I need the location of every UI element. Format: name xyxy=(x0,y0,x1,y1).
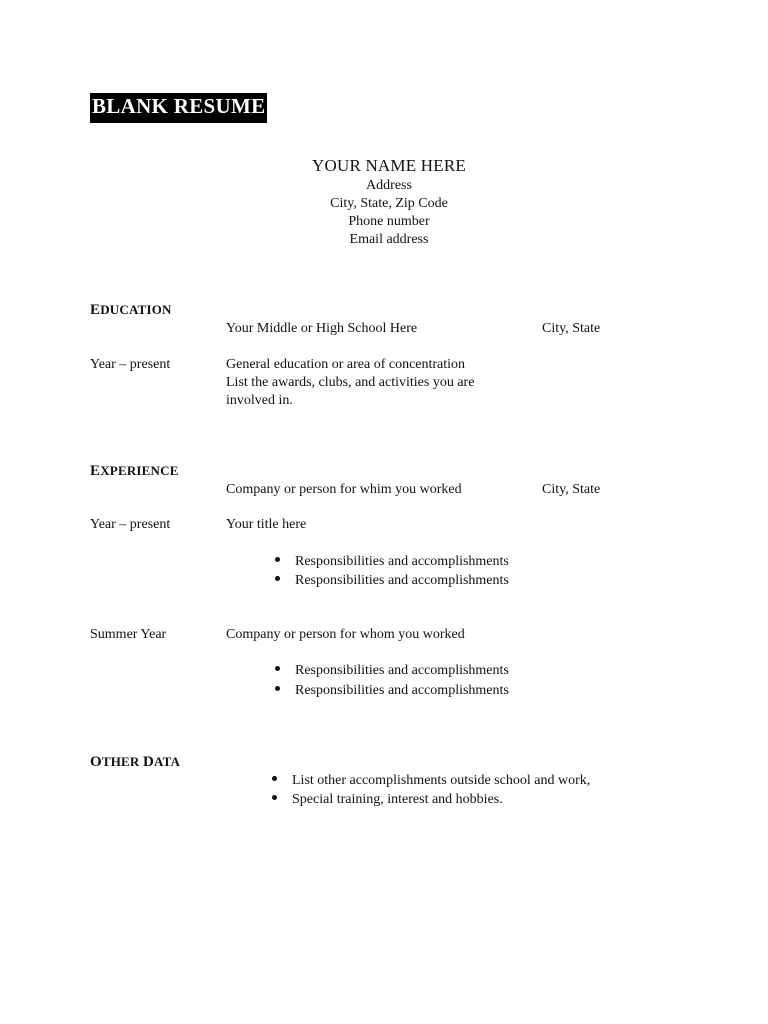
bullet-icon xyxy=(275,557,280,562)
other-heading-initial: O xyxy=(90,754,102,770)
experience-heading xyxy=(90,462,179,480)
resume-name: YOUR NAME HERE xyxy=(312,156,466,175)
job2-year: Summer Year xyxy=(90,627,167,642)
education-year: Year – present xyxy=(90,357,171,372)
experience-heading-rest: XPERIENCE xyxy=(100,463,179,478)
other-bullet-item xyxy=(272,791,503,809)
education-heading-rest: DUCATION xyxy=(100,302,172,317)
bullet-icon xyxy=(272,795,277,800)
other-data-heading xyxy=(90,753,180,771)
other-bullet-text: List other accomplishments outside school and work, xyxy=(292,773,591,788)
education-line: List the awards, clubs, and activities you are xyxy=(226,375,475,390)
job2-bullet-text: Responsibilities and accomplishments xyxy=(295,663,509,678)
education-heading xyxy=(90,301,172,319)
education-line: involved in. xyxy=(226,393,293,408)
address-line: Address xyxy=(366,178,412,193)
job1-bullet-text: Responsibilities and accomplishments xyxy=(295,554,509,569)
job1-bullet-text: Responsibilities and accomplishments xyxy=(295,573,509,588)
job2-company: Company or person for whom you worked xyxy=(226,627,465,642)
other-heading-rest: THER xyxy=(101,754,143,769)
email-line: Email address xyxy=(349,232,429,247)
job2-bullet-item xyxy=(275,682,509,700)
education-line: General education or area of concentration xyxy=(226,357,466,372)
job2-bullet-item xyxy=(275,662,509,680)
other-bullet-text: Special training, interest and hobbies. xyxy=(292,792,503,807)
job1-bullet-item xyxy=(275,553,509,571)
job1-company: Company or person for whim you worked xyxy=(226,482,462,497)
data-heading-initial: D xyxy=(142,754,155,770)
job1-bullet-item xyxy=(275,572,509,590)
bullet-icon xyxy=(275,666,280,671)
city-state-zip-line: City, State, Zip Code xyxy=(330,196,448,211)
job1-location: City, State xyxy=(542,482,601,497)
bullet-icon xyxy=(275,686,280,691)
education-school: Your Middle or High School Here xyxy=(226,321,418,336)
phone-line: Phone number xyxy=(348,214,430,229)
bullet-icon xyxy=(272,776,277,781)
other-bullet-item xyxy=(272,772,590,790)
education-location: City, State xyxy=(542,321,601,336)
job1-year: Year – present xyxy=(90,517,171,532)
job2-bullet-text: Responsibilities and accomplishments xyxy=(295,683,509,698)
experience-heading-initial: E xyxy=(90,463,101,479)
bullet-icon xyxy=(275,576,280,581)
document-title: BLANK RESUME xyxy=(90,93,267,123)
data-heading-rest: ATA xyxy=(154,754,181,769)
job1-title: Your title here xyxy=(226,517,307,532)
education-heading-initial: E xyxy=(90,302,101,318)
